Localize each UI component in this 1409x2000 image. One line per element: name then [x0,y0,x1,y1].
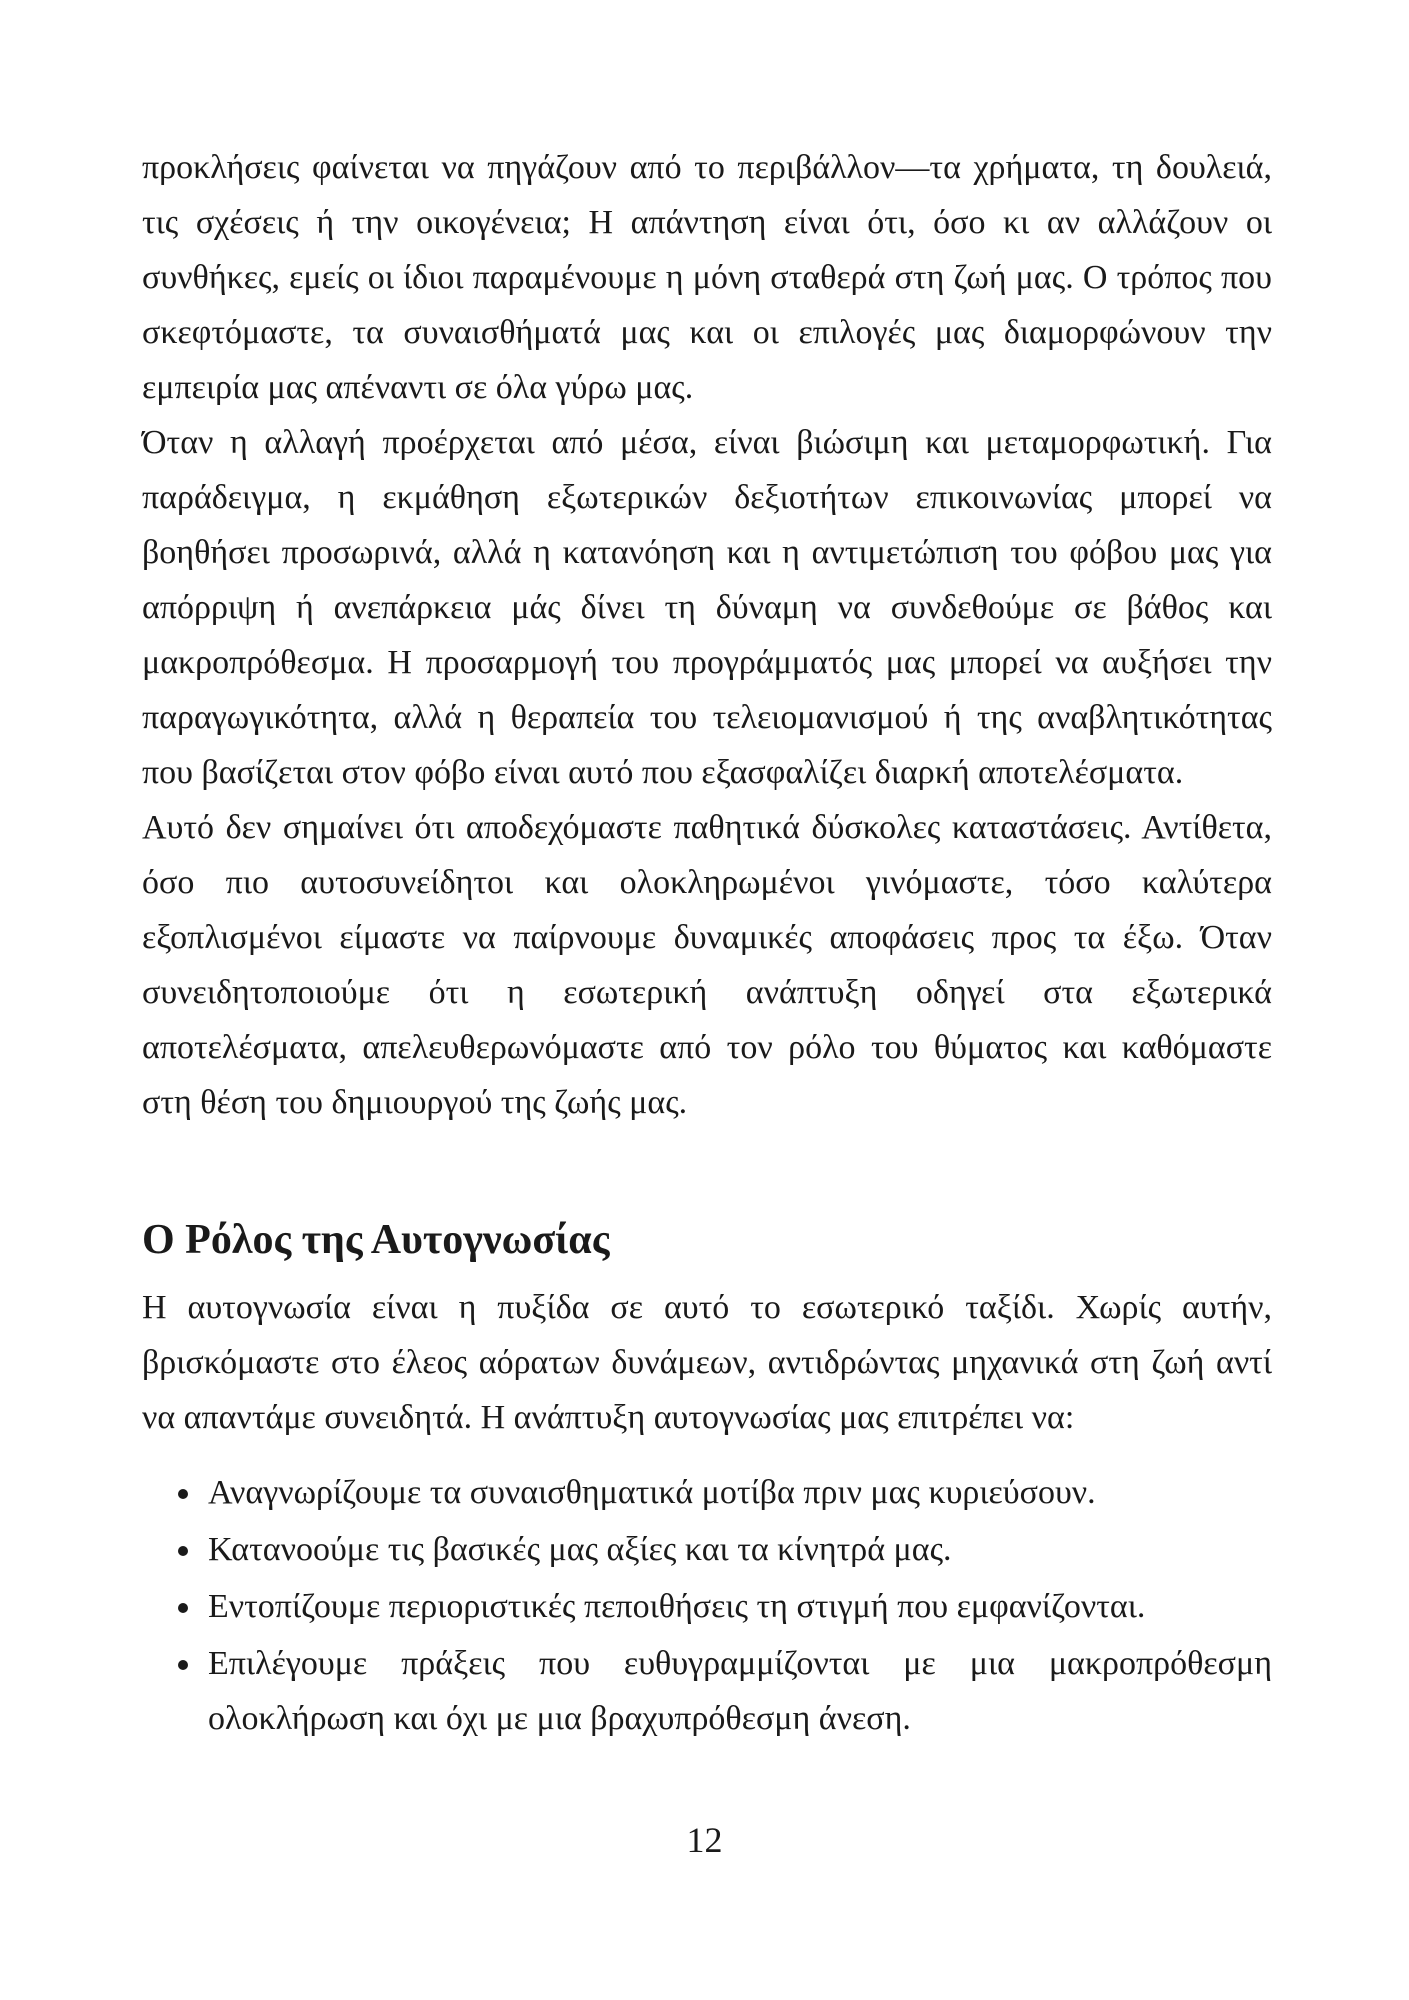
bullet-item: Αναγνωρίζουμε τα συναισθηματικά μοτίβα πριν μας κυριεύσουν. [142,1465,1272,1520]
bullet-item: Εντοπίζουμε περιοριστικές πεποιθήσεις τη στιγμή που εμφανίζονται. [142,1579,1272,1634]
body-paragraph-3: Αυτό δεν σημαίνει ότι αποδεχόμαστε παθητικά δύσκολες καταστάσεις. Αντίθετα, όσο πιο αυτοσυνείδητοι και ολοκληρωμένοι γινόμαστε, τόσο καλύτερα εξοπλισμένοι είμαστε να παίρνουμε δυναμικές αποφάσεις προς τα έξω. Όταν συνειδητοποιούμε ότι η εσωτερική ανάπτυξη οδηγεί στα εξωτερικά αποτελέσματα, απελευθερωνόμαστε από τον ρόλο του θύματος και καθόμαστε στη θέση του δημιουργού της ζωής μας. [142,809,1272,1121]
page-content [142,140,1272,1748]
bullet-list [142,1465,1272,1746]
body-paragraph-2: Όταν η αλλαγή προέρχεται από μέσα, είναι βιώσιμη και μεταμορφωτική. Για παράδειγμα, η εκμάθηση εξωτερικών δεξιοτήτων επικοινωνίας μπορεί να βοηθήσει προσωρινά, αλλά η κατανόηση και η αντιμετώπιση του φόβου μας για απόρριψη ή ανεπάρκεια μάς δίνει τη δύναμη να συνδεθούμε σε βάθος και μακροπρόθεσμα. Η προσαρμογή του προγράμματός μας μπορεί να αυξήσει την παραγωγικότητα, αλλά η θεραπεία του τελειομανισμού ή της αναβλητικότητας που βασίζεται στον φόβο είναι αυτό που εξασφαλίζει διαρκή αποτελέσματα. [142,424,1272,791]
section-heading: Ο Ρόλος της Αυτογνωσίας [142,1217,610,1263]
bullet-item: Κατανοούμε τις βασικές μας αξίες και τα κίνητρά μας. [142,1522,1272,1577]
bullet-item: Επιλέγουμε πράξεις που ευθυγραμμίζονται με μια μακροπρόθεσμη ολοκλήρωση και όχι με μια βραχυπρόθεσμη άνεση. [142,1636,1272,1746]
section-intro-paragraph: Η αυτογνωσία είναι η πυξίδα σε αυτό το εσωτερικό ταξίδι. Χωρίς αυτήν, βρισκόμαστε στο έλεος αόρατων δυνάμεων, αντιδρώντας μηχανικά στη ζωή αντί να απαντάμε συνειδητά. Η ανάπτυξη αυτογνωσίας μας επιτρέπει να: [142,1289,1272,1436]
page-number: 12 [686,1820,723,1860]
body-paragraph-1: προκλήσεις φαίνεται να πηγάζουν από το περιβάλλον—τα χρήματα, τη δουλειά, τις σχέσεις ή την οικογένεια; Η απάντηση είναι ότι, όσο κι αν αλλάζουν οι συνθήκες, εμείς οι ίδιοι παραμένουμε η μόνη σταθερά στη ζωή μας. Ο τρόπος που σκεφτόμαστε, τα συναισθήματά μας και οι επιλογές μας διαμορφώνουν την εμπειρία μας απέναντι σε όλα γύρω μας. [142,149,1272,406]
